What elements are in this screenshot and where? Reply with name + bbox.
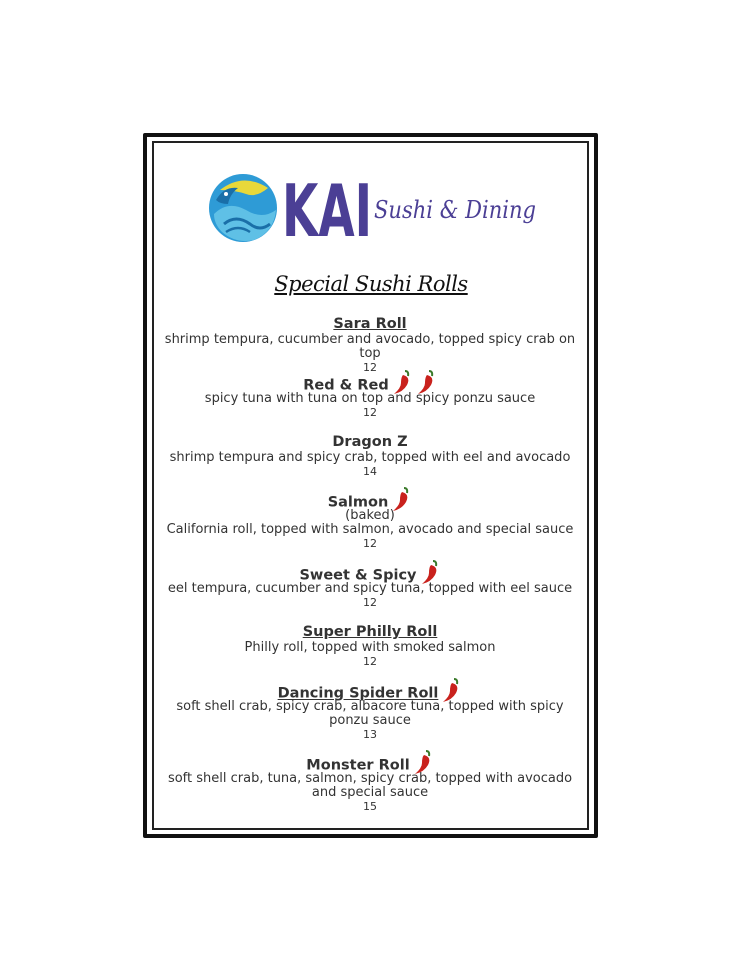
item-name: Super Philly Roll xyxy=(302,624,438,640)
item-price: 12 xyxy=(363,655,377,668)
menu-title: Special Sushi Rolls xyxy=(274,272,468,296)
item-name: Salmon xyxy=(327,494,389,511)
menu-item xyxy=(160,753,580,813)
item-price: 12 xyxy=(363,537,377,550)
item-price: 12 xyxy=(363,596,377,609)
item-price: 12 xyxy=(363,361,377,374)
brand-tagline: Sushi & Dining xyxy=(374,196,536,224)
brand-name: KAI xyxy=(282,170,372,246)
menu-item xyxy=(160,314,580,374)
kai-logo xyxy=(206,170,546,246)
item-price: 12 xyxy=(363,406,377,419)
menu-item xyxy=(160,622,580,668)
chili-pepper-icon xyxy=(440,677,462,703)
item-name: Sara Roll xyxy=(333,316,407,332)
item-description: Philly roll, topped with smoked salmon xyxy=(244,640,496,655)
item-description: eel tempura, cucumber and spicy tuna, topped with eel sauce xyxy=(167,581,573,596)
menu-item xyxy=(160,373,580,419)
item-name: Sweet & Spicy xyxy=(299,567,417,584)
menu-item xyxy=(160,563,580,609)
menu-item xyxy=(160,681,580,741)
item-description: soft shell crab, tuna, salmon, spicy crab, topped with avocado and special sauce xyxy=(167,771,573,800)
chili-pepper-icon xyxy=(415,369,437,395)
chili-pepper-icon xyxy=(419,559,441,585)
item-description: spicy tuna with tuna on top and spicy ponzu sauce xyxy=(204,391,536,406)
wave-fish-icon xyxy=(209,174,277,242)
menu-item xyxy=(160,490,580,550)
item-name: Dragon Z xyxy=(332,434,408,450)
item-description: California roll, topped with salmon, avocado and special sauce xyxy=(166,522,574,537)
chili-pepper-icon xyxy=(390,486,412,512)
menu-item xyxy=(160,432,580,478)
chili-pepper-icon xyxy=(391,369,413,395)
item-price: 15 xyxy=(363,800,377,813)
item-description: soft shell crab, spicy crab, albacore tuna, topped with spicy ponzu sauce xyxy=(176,699,564,728)
chili-pepper-icon xyxy=(412,749,434,775)
item-name: Red & Red xyxy=(303,377,389,394)
item-note: (baked) xyxy=(345,508,395,523)
item-name: Dancing Spider Roll xyxy=(277,685,439,702)
item-price: 14 xyxy=(363,465,377,478)
item-name: Monster Roll xyxy=(306,757,410,774)
item-price: 13 xyxy=(363,728,377,741)
item-description: shrimp tempura, cucumber and avocado, topped spicy crab on top xyxy=(164,332,576,361)
item-description: shrimp tempura and spicy crab, topped with eel and avocado xyxy=(169,450,571,465)
